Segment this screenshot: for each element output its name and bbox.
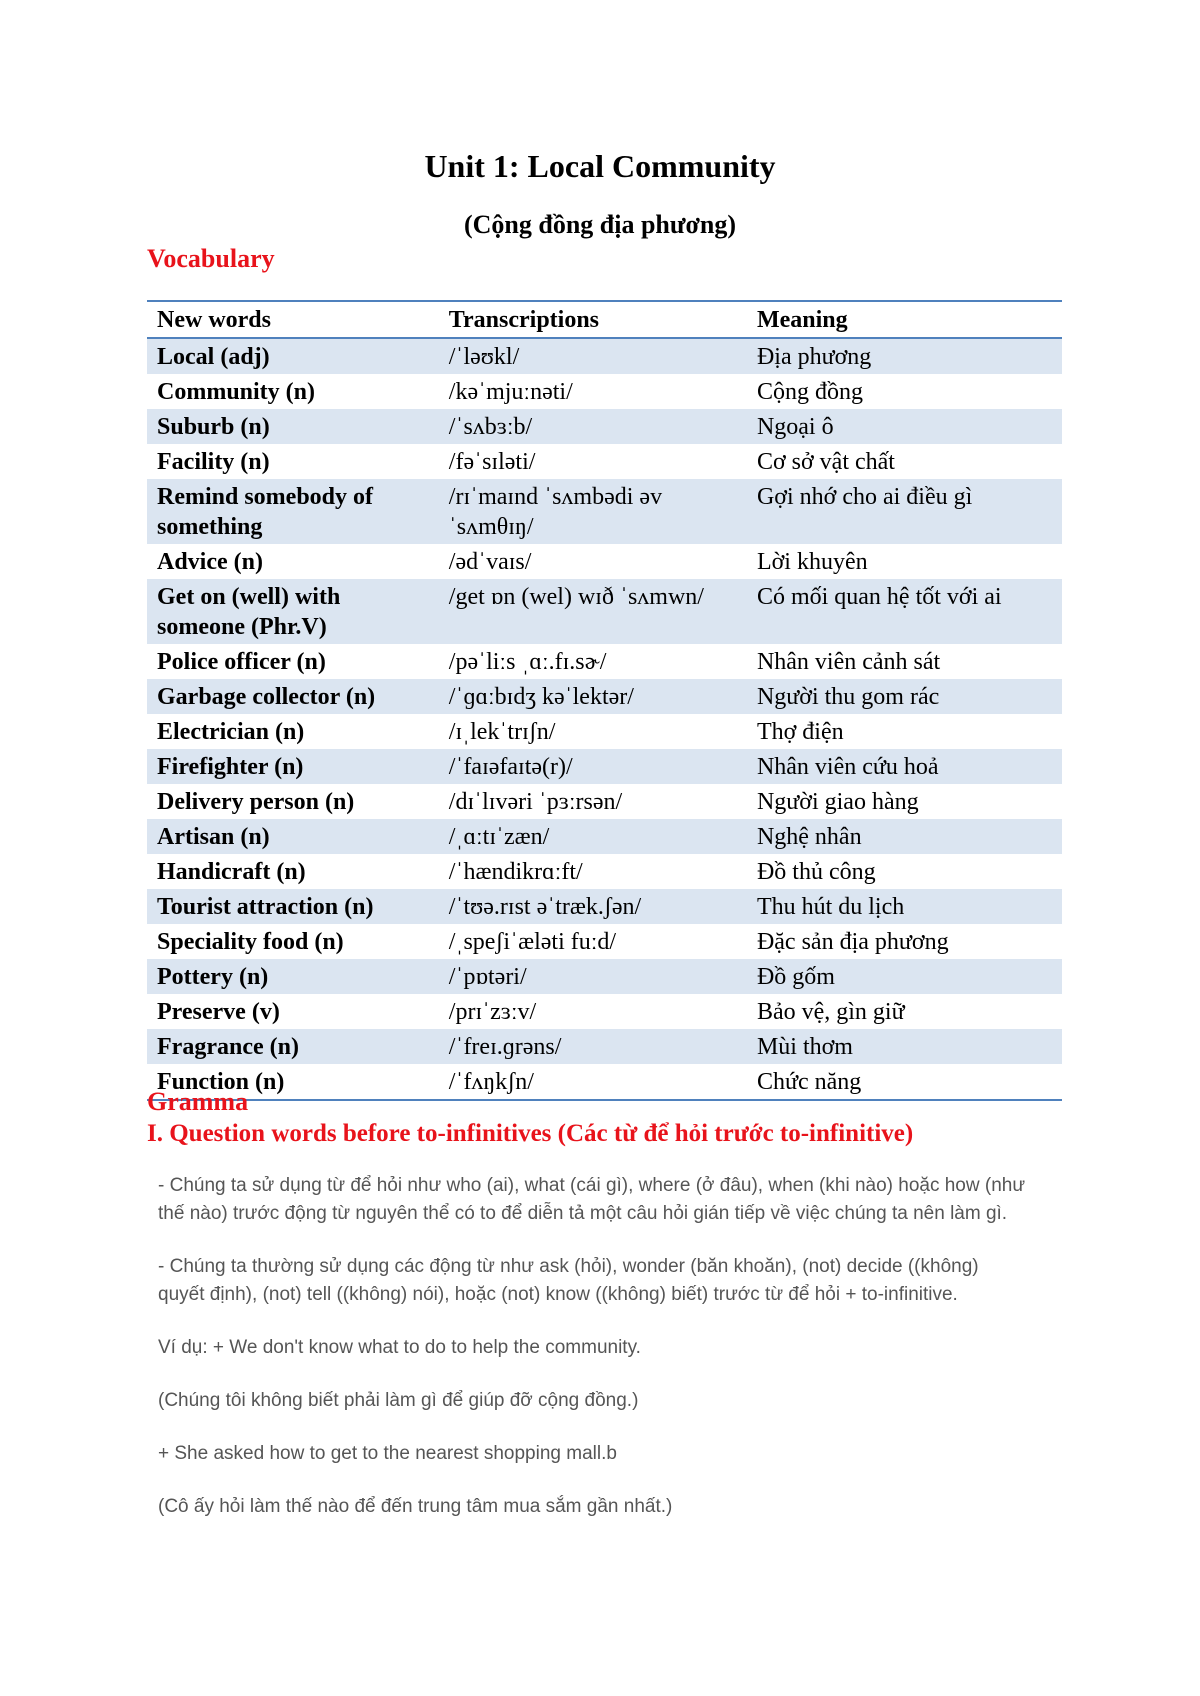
vocab-meaning: Đồ gốm: [747, 959, 1062, 994]
vocab-word: Artisan (n): [147, 819, 439, 854]
table-row: [147, 579, 1062, 644]
vocab-word: Remind somebody of something: [147, 479, 439, 544]
vocab-word: Facility (n): [147, 444, 439, 479]
table-row: [147, 924, 1062, 959]
vocab-meaning: Cơ sở vật chất: [747, 444, 1062, 479]
table-row: [147, 854, 1062, 889]
vocab-meaning: Bảo vệ, gìn giữ: [747, 994, 1062, 1029]
table-row: [147, 444, 1062, 479]
vocabulary-table: [147, 300, 1062, 1101]
grammar-paragraph: - Chúng ta sử dụng từ để hỏi như who (ai), what (cái gì), where (ở đâu), when (khi nào) hoặc how (như thế nào) trước động từ nguyên thể có to để diễn tả một câu hỏi gián tiếp về việc chúng ta nên làm gì.: [158, 1175, 1026, 1224]
vocab-meaning: Đồ thủ công: [747, 854, 1062, 889]
vocab-transcription: /kəˈmjuːnəti/: [439, 374, 747, 409]
header-meaning: Meaning: [747, 301, 1062, 338]
vocab-transcription: /ˈfʌŋkʃn/: [439, 1064, 747, 1100]
vocabulary-heading: Vocabulary: [147, 244, 275, 273]
table-header-row: [147, 301, 1062, 338]
table-row: [147, 889, 1062, 924]
vocab-transcription: /ˈtʊə.rɪst əˈtræk.ʃən/: [439, 889, 747, 924]
table-row: [147, 544, 1062, 579]
vocab-meaning: Mùi thơm: [747, 1029, 1062, 1064]
vocab-transcription: /ˌɑːtɪˈzæn/: [439, 819, 747, 854]
table-row: [147, 784, 1062, 819]
vocab-meaning: Địa phương: [747, 338, 1062, 374]
vocab-transcription: /fəˈsɪləti/: [439, 444, 747, 479]
table-row: [147, 1064, 1062, 1100]
gramma-heading: Gramma: [147, 1087, 249, 1116]
vocab-word: Preserve (v): [147, 994, 439, 1029]
vocab-word: Firefighter (n): [147, 749, 439, 784]
vocab-transcription: /ədˈvaɪs/: [439, 544, 747, 579]
vocab-meaning: Gợi nhớ cho ai điều gì: [747, 479, 1062, 544]
grammar-body: [158, 1172, 1028, 1546]
vocab-meaning: Ngoại ô: [747, 409, 1062, 444]
vocab-meaning: Chức năng: [747, 1064, 1062, 1100]
grammar-example: + She asked how to get to the nearest shopping mall.b: [158, 1443, 617, 1464]
table-row: [147, 1029, 1062, 1064]
vocab-transcription: /get ɒn (wel) wɪð ˈsʌmwn/: [439, 579, 747, 644]
table-row: [147, 479, 1062, 544]
vocab-word: Get on (well) with someone (Phr.V): [147, 579, 439, 644]
grammar-example: Ví dụ: + We don't know what to do to help the community.: [158, 1337, 641, 1358]
vocab-transcription: /prɪˈzɜːv/: [439, 994, 747, 1029]
vocab-transcription: /rɪˈmaɪnd ˈsʌmbədi əv ˈsʌmθɪŋ/: [439, 479, 747, 544]
vocab-transcription: /ˈɡɑːbɪdʒ kəˈlektər/: [439, 679, 747, 714]
grammar-example-translation: (Cô ấy hỏi làm thế nào để đến trung tâm mua sắm gần nhất.): [158, 1496, 673, 1517]
table-row: [147, 679, 1062, 714]
page-title: Unit 1: Local Community: [424, 148, 776, 184]
table-row: [147, 644, 1062, 679]
vocab-word: Advice (n): [147, 544, 439, 579]
vocab-meaning: Lời khuyên: [747, 544, 1062, 579]
vocab-meaning: Nghệ nhân: [747, 819, 1062, 854]
vocab-word: Suburb (n): [147, 409, 439, 444]
vocab-transcription: /ˈhændikrɑːft/: [439, 854, 747, 889]
vocab-transcription: /pəˈliːs ˌɑː.fɪ.sɚ/: [439, 644, 747, 679]
vocab-meaning: Cộng đồng: [747, 374, 1062, 409]
vocab-word: Function (n): [147, 1064, 439, 1100]
vocab-meaning: Nhân viên cứu hoả: [747, 749, 1062, 784]
grammar-example-translation: (Chúng tôi không biết phải làm gì để giúp đỡ cộng đồng.): [158, 1390, 639, 1411]
vocab-transcription: /ˌspeʃiˈæləti fuːd/: [439, 924, 747, 959]
vocab-transcription: /dɪˈlɪvəri ˈpɜːrsən/: [439, 784, 747, 819]
vocab-meaning: Người giao hàng: [747, 784, 1062, 819]
vocab-word: Community (n): [147, 374, 439, 409]
vocab-transcription: /ˈfaɪəfaɪtə(r)/: [439, 749, 747, 784]
vocab-word: Delivery person (n): [147, 784, 439, 819]
grammar-paragraph: - Chúng ta thường sử dụng các động từ như ask (hỏi), wonder (băn khoăn), (not) decide ((không) quyết định), (not) tell ((không) nói), hoặc (not) know ((không) biết) trước từ để hỏi + to-infinitive.: [158, 1256, 979, 1305]
vocab-transcription: /ˈləʊkl/: [439, 338, 747, 374]
vocab-word: Pottery (n): [147, 959, 439, 994]
vocab-transcription: /ˈpɒtəri/: [439, 959, 747, 994]
vocab-meaning: Đặc sản địa phương: [747, 924, 1062, 959]
table-row: [147, 749, 1062, 784]
vocab-word: Tourist attraction (n): [147, 889, 439, 924]
header-transcriptions: Transcriptions: [439, 301, 747, 338]
vocab-meaning: Có mối quan hệ tốt với ai: [747, 579, 1062, 644]
vocab-word: Electrician (n): [147, 714, 439, 749]
vocabulary-table-body: [147, 338, 1062, 1100]
vocab-word: Police officer (n): [147, 644, 439, 679]
table-row: [147, 374, 1062, 409]
table-row: [147, 819, 1062, 854]
table-row: [147, 959, 1062, 994]
table-row: [147, 714, 1062, 749]
vocab-word: Speciality food (n): [147, 924, 439, 959]
table-row: [147, 409, 1062, 444]
vocab-transcription: /ˈsʌbɜːb/: [439, 409, 747, 444]
vocab-transcription: /ˈfreɪ.ɡrəns/: [439, 1029, 747, 1064]
vocab-word: Local (adj): [147, 338, 439, 374]
table-row: [147, 994, 1062, 1029]
table-row: [147, 338, 1062, 374]
page-subtitle: (Cộng đồng địa phương): [463, 210, 737, 239]
grammar-subheading: I. Question words before to-infinitives (Các từ để hỏi trước to-infinitive): [147, 1120, 914, 1147]
vocab-transcription: /ɪˌlekˈtrɪʃn/: [439, 714, 747, 749]
vocab-word: Handicraft (n): [147, 854, 439, 889]
vocab-word: Fragrance (n): [147, 1029, 439, 1064]
header-new-words: New words: [147, 301, 439, 338]
vocab-meaning: Thu hút du lịch: [747, 889, 1062, 924]
vocab-meaning: Người thu gom rác: [747, 679, 1062, 714]
vocab-meaning: Thợ điện: [747, 714, 1062, 749]
vocab-meaning: Nhân viên cảnh sát: [747, 644, 1062, 679]
vocab-word: Garbage collector (n): [147, 679, 439, 714]
